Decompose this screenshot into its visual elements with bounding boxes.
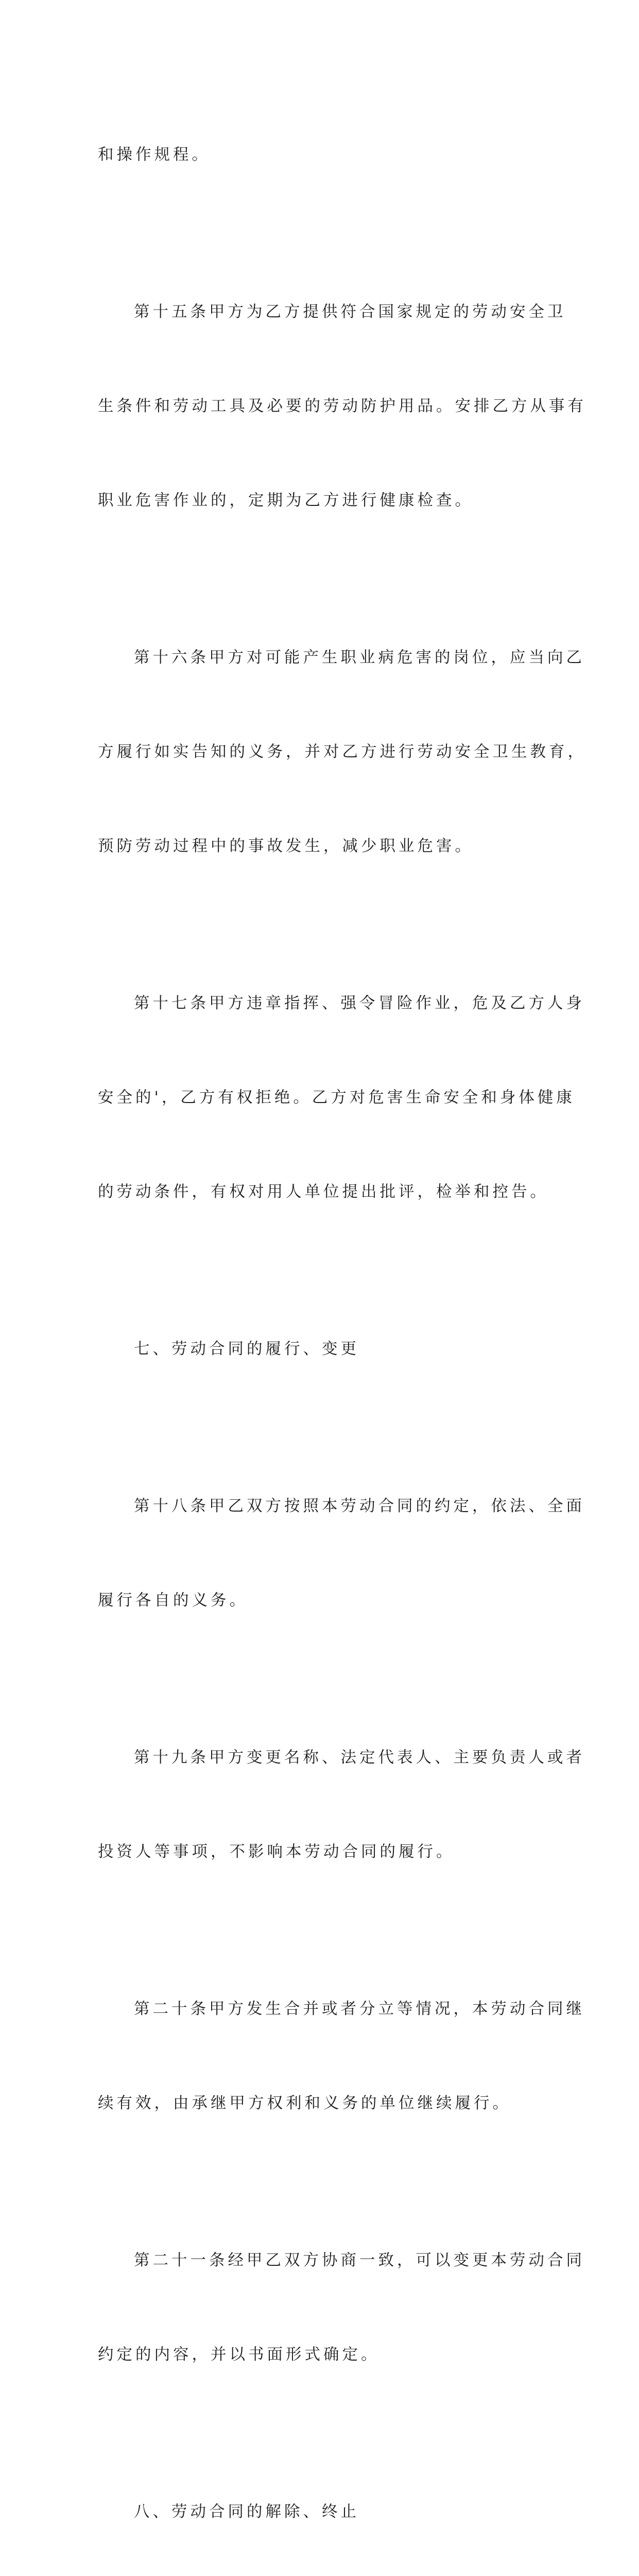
- text-line: 第二十一条经甲乙双方协商一致，可以变更本劳动合同: [134, 2251, 585, 2269]
- text-line: 第二十条甲方发生合并或者分立等情况，本劳动合同继: [134, 2000, 585, 2018]
- text-line: 生条件和劳动工具及必要的劳动防护用品。安排乙方从事有: [98, 397, 586, 415]
- section-heading-8: [98, 2433, 543, 2576]
- paragraph-article-16: [98, 579, 586, 925]
- paragraph-article-15: [98, 233, 586, 579]
- text-line: 预防劳动过程中的事故发生，减少职业危害。: [98, 837, 474, 855]
- text-line: 约定的内容，并以书面形式确定。: [98, 2346, 380, 2364]
- heading-line: 七、劳动合同的履行、变更: [134, 1340, 359, 1358]
- text-line: 第十五条甲方为乙方提供符合国家规定的劳动安全卫: [134, 303, 566, 321]
- paragraph: [98, 76, 543, 233]
- text-line: 第十七条甲方违章指挥、强令冒险作业，危及乙方人身: [134, 994, 585, 1012]
- paragraph-article-17: [98, 925, 585, 1270]
- text-line: 第十八条甲乙双方按照本劳动合同的约定，依法、全面: [134, 1497, 585, 1515]
- text-line: 第十九条甲方变更名称、法定代表人、主要负责人或者: [134, 1749, 585, 1767]
- text-line: 方履行如实告知的义务，并对乙方进行劳动安全卫生教育，: [98, 743, 586, 761]
- paragraph-article-19: [98, 1679, 585, 1930]
- text-line: 职业危害作业的，定期为乙方进行健康检查。: [98, 492, 474, 510]
- text-line: 和操作规程。: [98, 146, 211, 164]
- paragraph-article-20: [98, 1930, 585, 2182]
- heading-line: 八、劳动合同的解除、终止: [134, 2503, 359, 2521]
- text-line: 投资人等事项，不影响本劳动合同的履行。: [98, 1843, 455, 1861]
- section-heading-7: [98, 1270, 543, 1428]
- paragraph-article-18: [98, 1428, 585, 1679]
- text-line: 安全的'，乙方有权拒绝。乙方对危害生命安全和身体健康: [98, 1089, 575, 1107]
- text-line: 履行各自的义务。: [98, 1591, 248, 1609]
- text-line: 续有效，由承继甲方权利和义务的单位继续履行。: [98, 2094, 511, 2112]
- text-line: 第十六条甲方对可能产生职业病危害的岗位，应当向乙: [134, 649, 585, 667]
- paragraph-article-21: [98, 2182, 585, 2433]
- document-page: [98, 76, 586, 2576]
- text-line: 的劳动条件，有权对用人单位提出批评，检举和控告。: [98, 1183, 549, 1201]
